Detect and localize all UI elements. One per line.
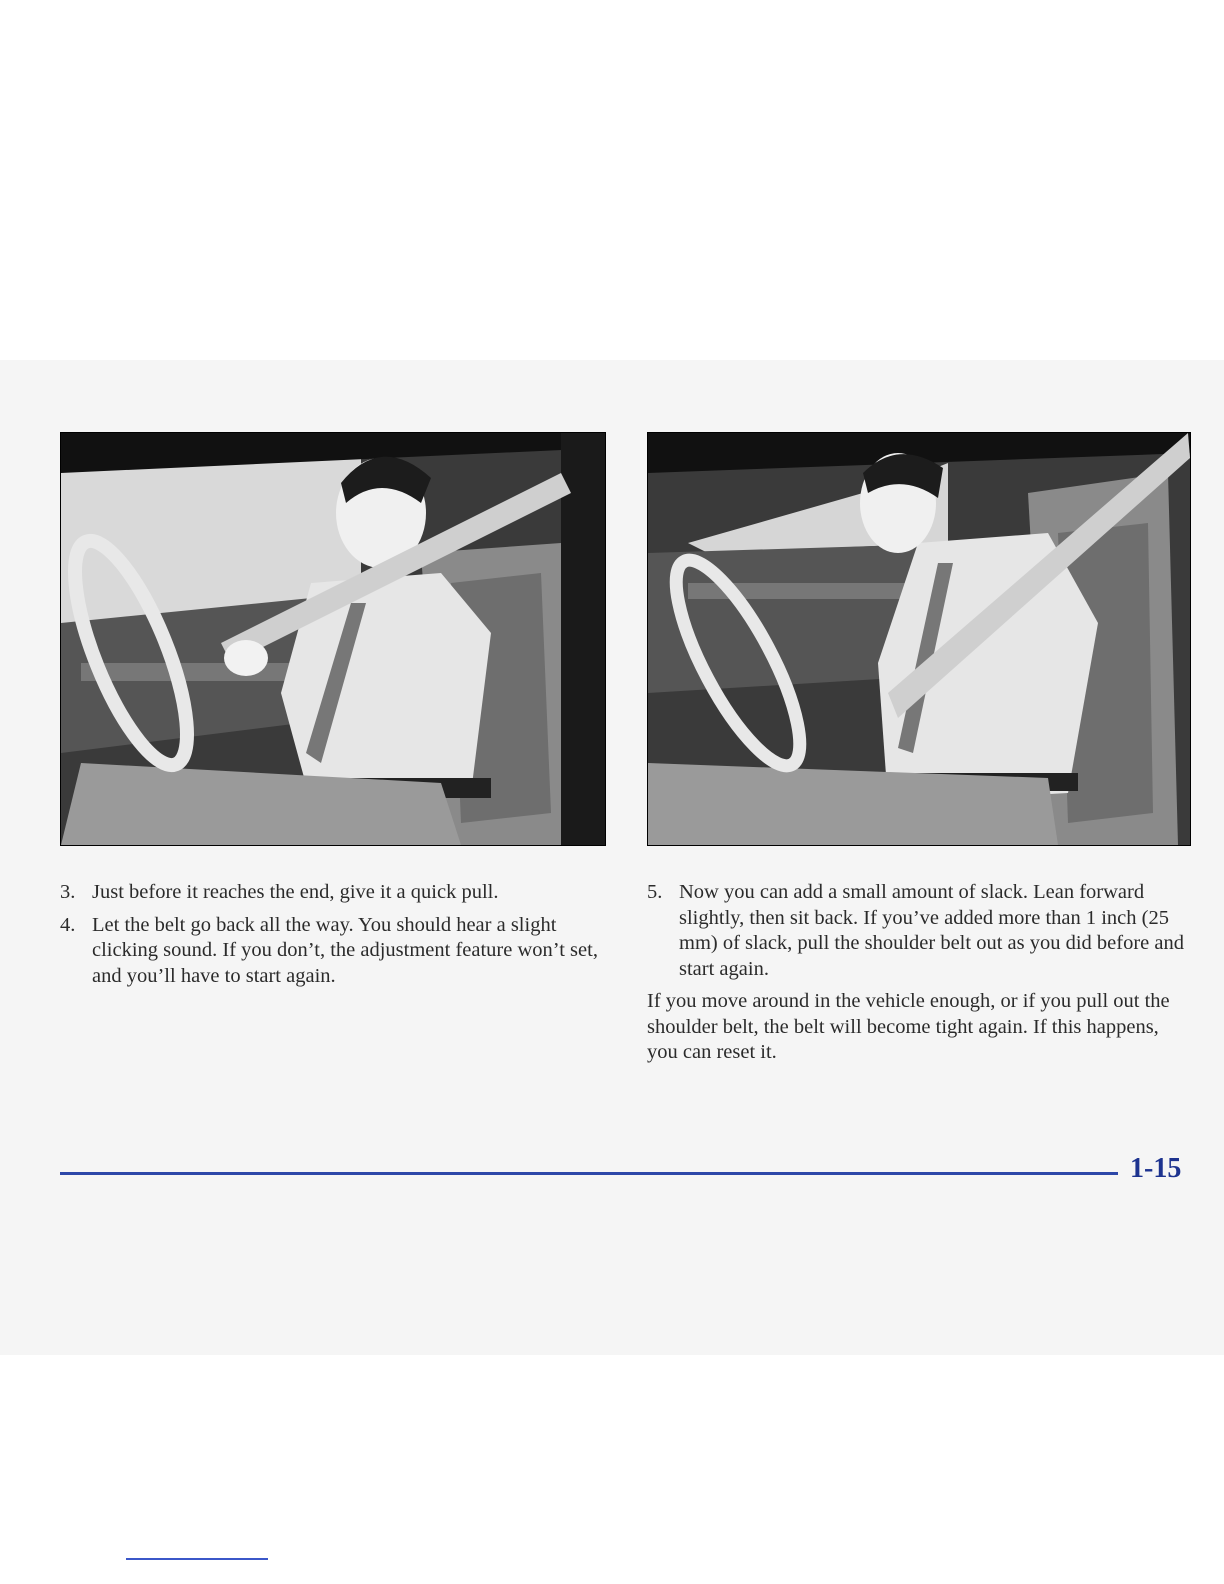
driver-leaning-forward-belt-icon — [648, 433, 1190, 845]
step-4 — [60, 913, 600, 990]
footer-rule — [60, 1172, 1118, 1175]
step-number: 4. — [60, 913, 76, 936]
seatbelt-illustration-right — [647, 432, 1191, 846]
step-text: Let the belt go back all the way. You should hear a slight clicking sound. If you don’t, the adjustment feature won’t set, and you’ll have to start again. — [92, 913, 598, 987]
step-5 — [647, 880, 1192, 982]
step-text: Now you can add a small amount of slack. Lean forward slightly, then sit back. If you’ve added more than 1 inch (25 mm) of slack, pull the shoulder belt out as you did before and start again. — [679, 881, 1184, 980]
step-text: Just before it reaches the end, give it a quick pull. — [92, 881, 499, 903]
seatbelt-illustration-left — [60, 432, 606, 846]
step-3 — [60, 880, 600, 906]
step-number: 3. — [60, 881, 76, 903]
bottom-short-line — [126, 1558, 268, 1560]
driver-pulling-shoulder-belt-icon — [61, 433, 605, 845]
right-text-column — [647, 880, 1192, 1066]
step-number: 5. — [647, 881, 663, 903]
page-number: 1-15 — [1130, 1153, 1182, 1184]
reset-paragraph: If you move around in the vehicle enough, or if you pull out the shoulder belt, the belt will become tight again. If this happens, you can reset it. — [647, 990, 1170, 1063]
left-text-column — [60, 880, 600, 996]
